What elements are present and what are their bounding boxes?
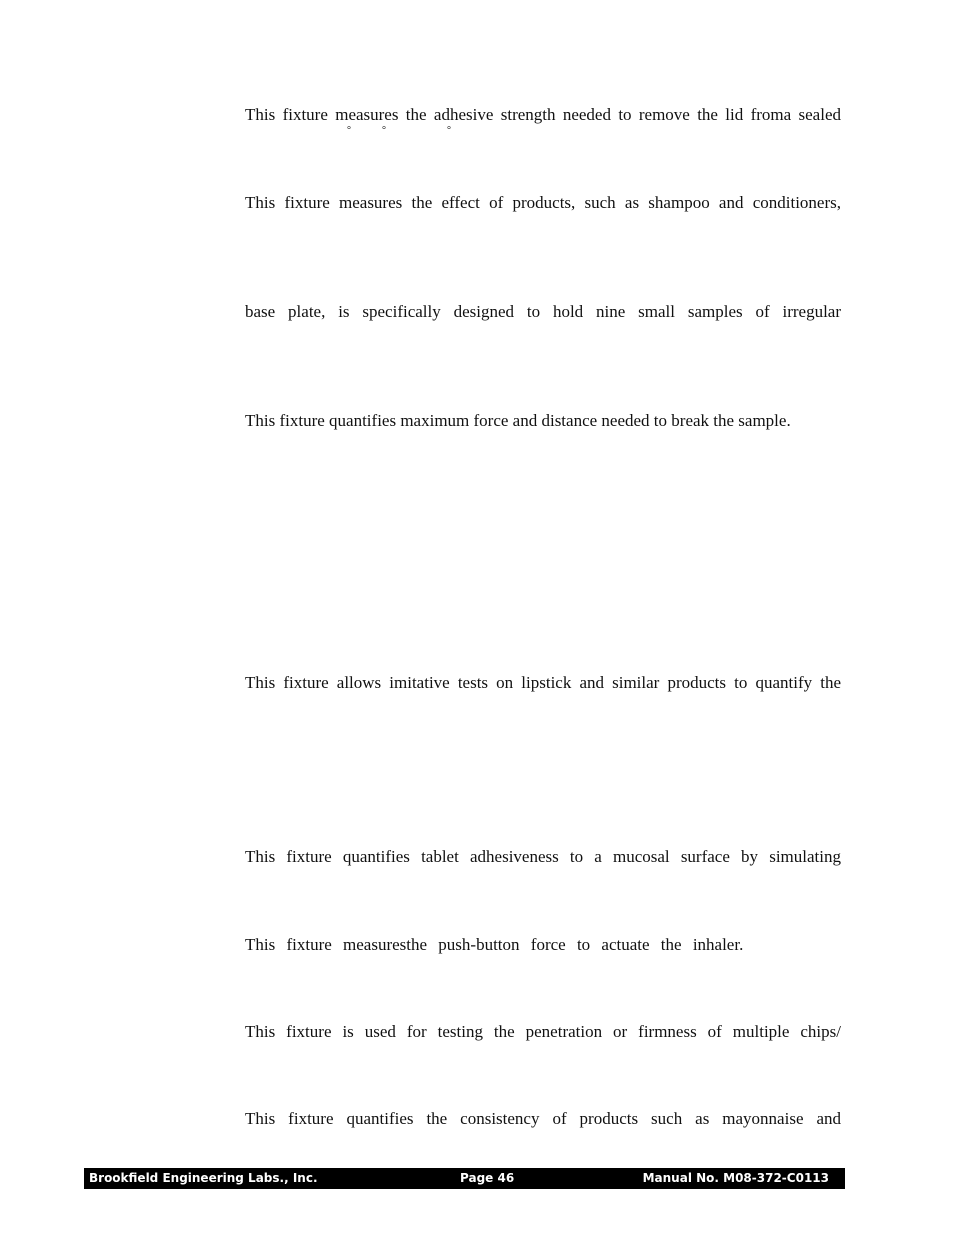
page-footer (84, 1168, 845, 1189)
degree-mark: ° (382, 125, 386, 136)
paragraph-base-plate: base plate, is specifically designed to hold nine small samples of irregular (245, 302, 841, 321)
footer-page-number: Page 46 (460, 1171, 515, 1185)
paragraph-lipstick: This fixture allows imitative tests on lipstick and similar products to quantify the (245, 673, 841, 692)
degree-mark: ° (447, 125, 451, 136)
footer-manual-number: Manual No. M08-372-C0113 (642, 1171, 829, 1185)
paragraph-tablet-adhesion: This fixture quantifies tablet adhesiveness to a mucosal surface by simulating (245, 847, 841, 866)
paragraph-inhaler: This fixture measuresthe push-button force to actuate the inhaler. (245, 935, 744, 954)
paragraph-hair-products: This fixture measures the effect of products, such as shampoo and conditioners, (245, 193, 841, 212)
paragraph-mayonnaise: This fixture quantifies the consistency of products such as mayonnaise and (245, 1109, 841, 1128)
paragraph-break-sample: This fixture quantifies maximum force and distance needed to break the sample. (245, 411, 791, 430)
paragraph-lid-peel: This fixture measures the adhesive strength needed to remove the lid froma sealed (245, 105, 841, 124)
degree-mark: ° (347, 125, 351, 136)
degree-marks (245, 124, 545, 138)
footer-company: Brookfield Engineering Labs., Inc. (89, 1171, 318, 1185)
paragraph-chips: This fixture is used for testing the penetration or firmness of multiple chips/ (245, 1022, 841, 1041)
